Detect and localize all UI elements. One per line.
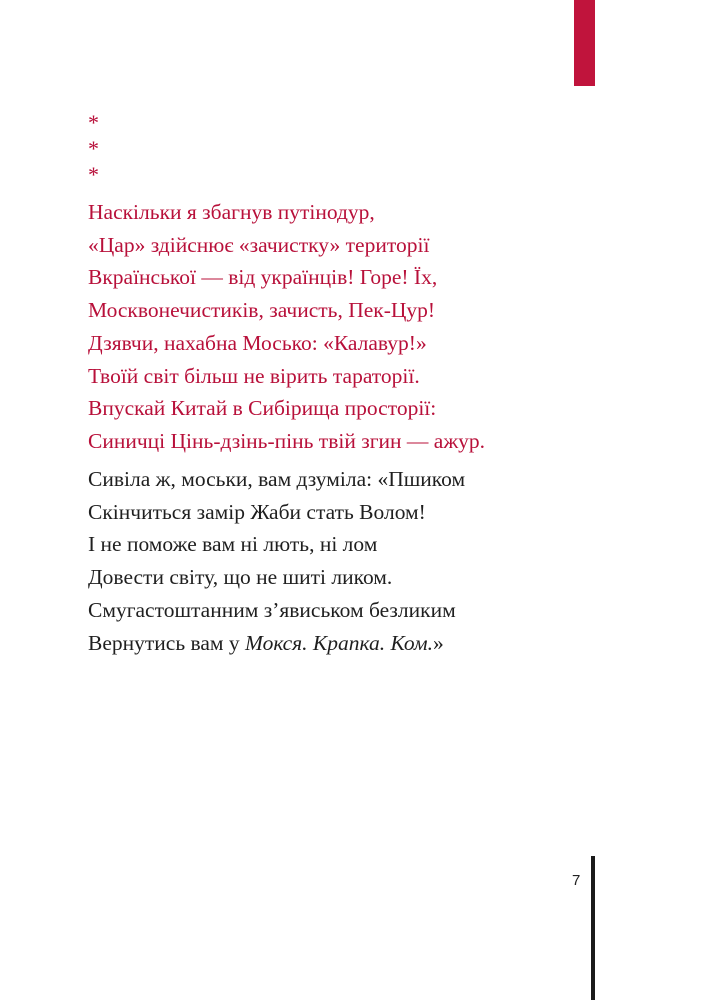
poem-line: Сивіла ж, моськи, вам дзуміла: «Пшиком — [88, 467, 466, 491]
page-number: 7 — [572, 872, 581, 889]
poem-line: Скінчиться замір Жаби стать Волом! — [88, 499, 426, 524]
poem-line: Смугастоштанним з’явиськом безликим — [88, 597, 456, 622]
poem-stanza-sestet — [88, 463, 465, 659]
poem-line: Синичці Цінь-дзінь-пінь твій згин — ажур. — [88, 428, 486, 453]
poem-line: «Цар» здійснює «зачистку» території — [88, 232, 430, 257]
poem-line: Дзявчи, нахабна Мосько: «Калавур!» — [88, 330, 427, 355]
poem-line: Твоїй світ більш не вірить тараторії. — [88, 363, 420, 388]
stanza-separator — [88, 110, 99, 188]
last-line-italic: Мокся. Крапка. Ком. — [245, 630, 433, 655]
poem-line: І не поможе вам ні лють, ні лом — [88, 532, 378, 557]
asterisk: * — [88, 110, 99, 135]
poem-line-last — [88, 627, 465, 660]
page-number-rule — [591, 856, 595, 1000]
poem-line: Наскільки я збагнув путінодур, — [88, 200, 375, 224]
last-line-suffix: » — [432, 630, 444, 655]
poem-line: Впускай Китай в Сибірища просторії: — [88, 396, 437, 421]
poem-line: Вкраїнської — від українців! Горе! Їх, — [88, 265, 438, 290]
asterisk: * — [88, 136, 99, 161]
last-line-prefix: Вернутись вам у — [88, 630, 246, 655]
poem-line: Москвонечистиків, зачисть, Пек-Цур! — [88, 298, 436, 323]
asterisk: * — [88, 162, 99, 187]
top-accent-bar — [574, 0, 595, 86]
poem-line: Довести світу, що не шиті ликом. — [88, 565, 393, 590]
poem-stanza-octave — [88, 196, 485, 458]
